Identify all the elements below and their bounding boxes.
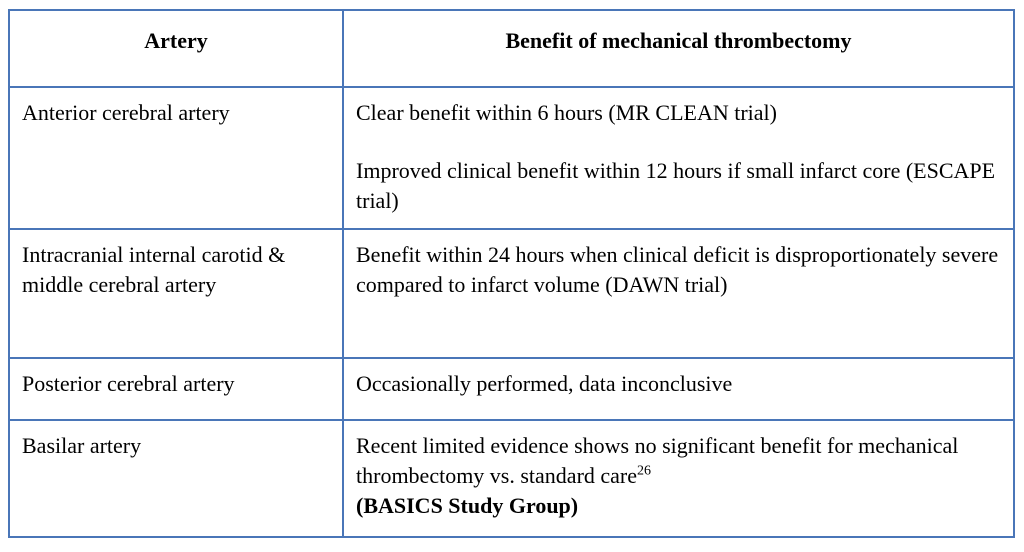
benefit-text: Clear benefit within 6 hours (MR CLEAN trial): [356, 100, 777, 125]
benefit-cell: [343, 87, 1014, 229]
benefit-text: [356, 431, 1001, 491]
table-row: [9, 358, 1014, 420]
header-benefit-label: Benefit of mechanical thrombectomy: [505, 28, 852, 53]
thrombectomy-table: [8, 9, 1015, 538]
benefit-text: Improved clinical benefit within 12 hours if small infarct core (ESCAPE trial): [356, 158, 996, 213]
header-artery: [9, 10, 343, 87]
table-row: [9, 420, 1014, 537]
header-benefit: [343, 10, 1014, 87]
artery-cell: [9, 420, 343, 537]
artery-name: Basilar artery: [22, 433, 142, 458]
table-header-row: [9, 10, 1014, 87]
benefit-cell: [343, 358, 1014, 420]
benefit-cell: [343, 229, 1014, 358]
header-artery-label: Artery: [144, 28, 208, 53]
artery-cell: [9, 87, 343, 229]
table-row: [9, 87, 1014, 229]
artery-name: Anterior cerebral artery: [22, 100, 230, 125]
table-row: [9, 229, 1014, 358]
benefit-cell: [343, 420, 1014, 537]
artery-name: Intracranial internal carotid & middle cerebral artery: [22, 242, 286, 297]
citation-superscript: 26: [637, 463, 652, 479]
benefit-text: Occasionally performed, data inconclusive: [356, 371, 733, 396]
benefit-text: Benefit within 24 hours when clinical deficit is disproportionately severe compared to infarct volume (DAWN trial): [356, 242, 999, 297]
artery-cell: [9, 358, 343, 420]
study-group-label: (BASICS Study Group): [356, 493, 579, 518]
benefit-text-main: Recent limited evidence shows no significant benefit for mechanical thrombectomy vs. standard care: [356, 433, 959, 488]
artery-name: Posterior cerebral artery: [22, 371, 235, 396]
artery-cell: [9, 229, 343, 358]
